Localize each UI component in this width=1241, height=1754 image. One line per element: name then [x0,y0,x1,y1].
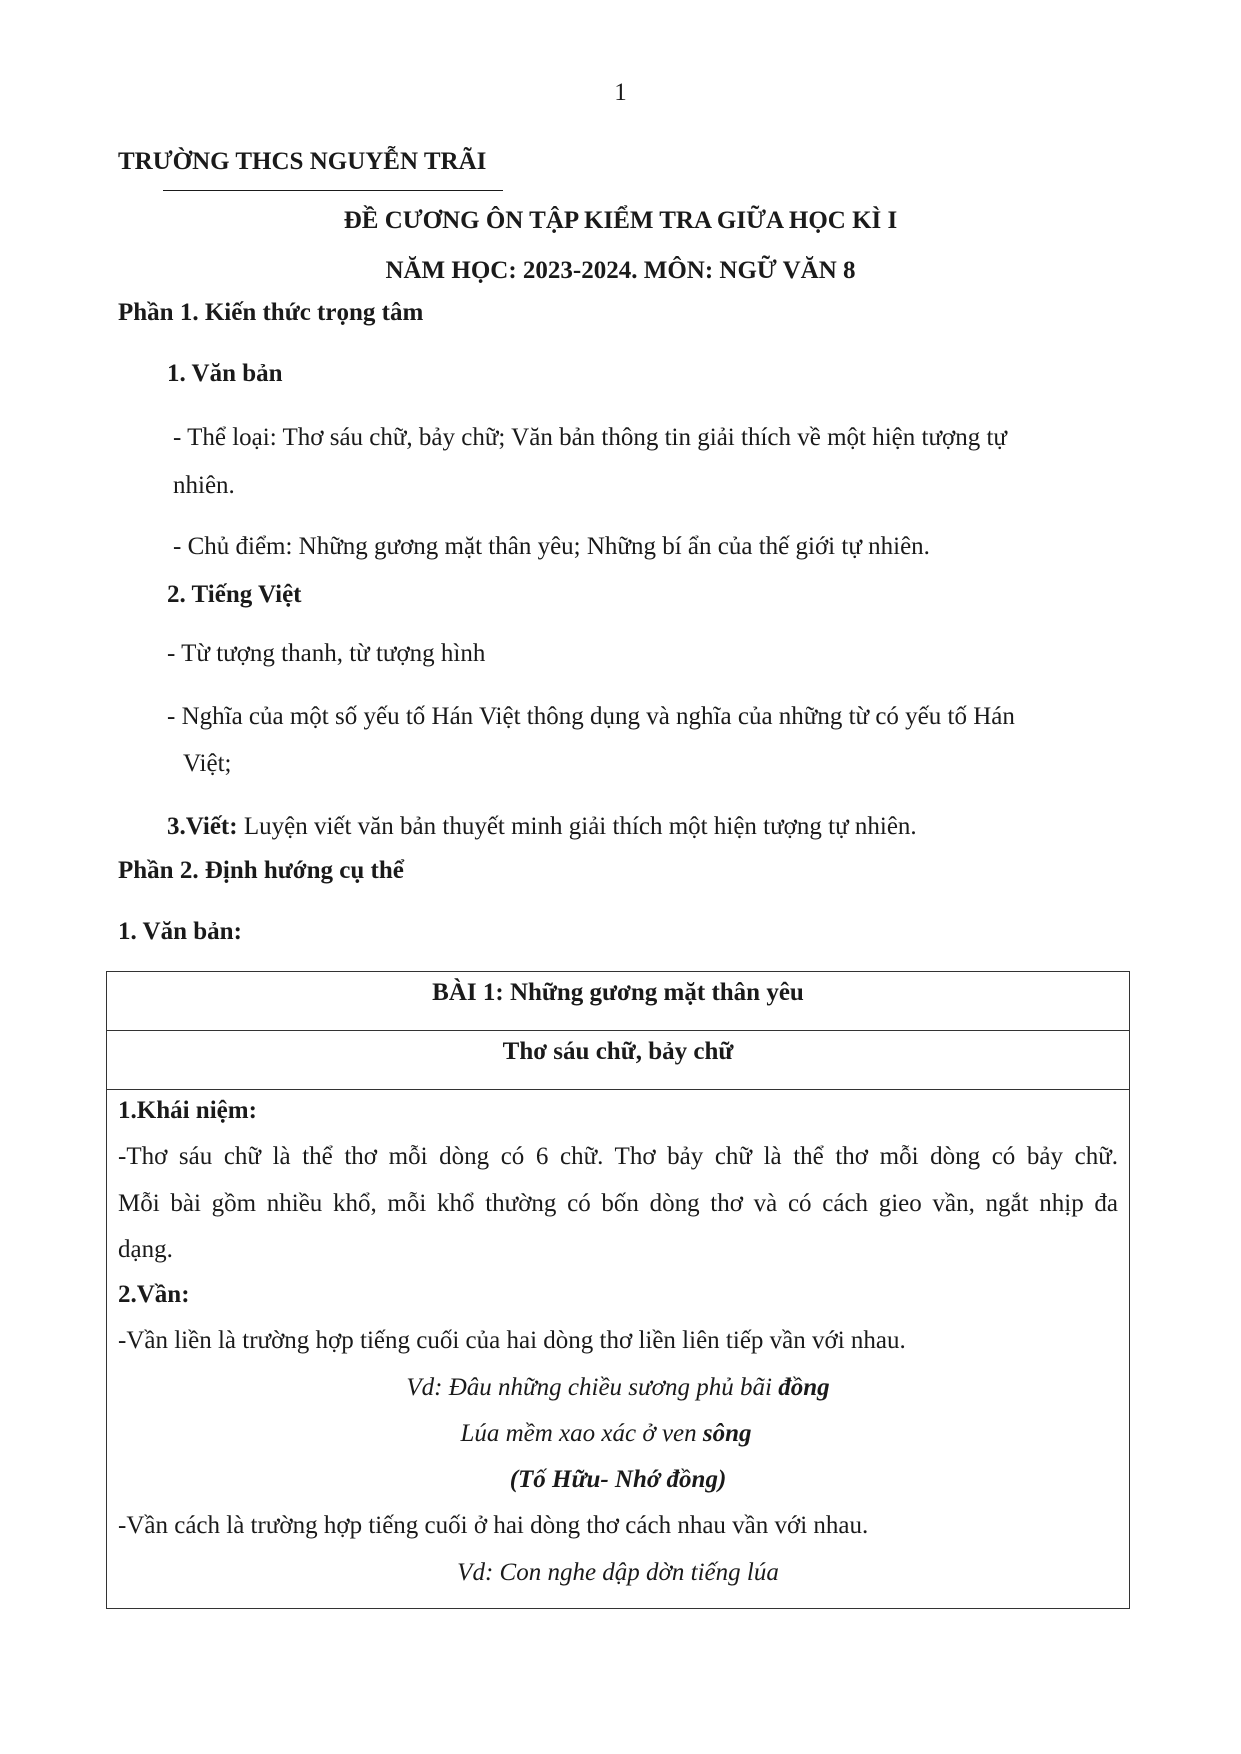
part2-heading: Phần 2. Định hướng cụ thể [118,857,404,884]
school-underline [163,190,503,191]
part1-section1-heading: 1. Văn bản [167,360,283,387]
rhyme-alternate: -Vần cách là trường hợp tiếng cuối ở hai dòng thơ cách nhau vần với nhau. [118,1512,869,1539]
theme-item: - Chủ điểm: Những gương mặt thân yêu; Những bí ẩn của thế giới tự nhiên. [173,533,930,560]
school-name: TRƯỜNG THCS NGUYỄN TRÃI [118,148,487,175]
example2-line1: Vd: Con nghe dập dờn tiếng lúa [457,1559,779,1586]
lesson-table [106,971,1130,1609]
example1-line2-rhyme: sông [702,1420,752,1447]
document-title: ĐỀ CƯƠNG ÔN TẬP KIỂM TRA GIỮA HỌC KÌ I [343,207,898,234]
genre-item-line2: nhiên. [173,472,235,499]
part1-section2-heading: 2. Tiếng Việt [167,581,302,608]
concept-heading: 1.Khái niệm: [118,1097,257,1124]
document-subtitle: NĂM HỌC: 2023-2024. MÔN: NGỮ VĂN 8 [385,257,856,284]
writing-label: 3.Viết: [167,813,238,840]
genre-title: Thơ sáu chữ, bảy chữ [502,1038,734,1065]
writing-text: Luyện viết văn bản thuyết minh giải thích một hiện tượng tự nhiên. [237,813,917,840]
onomatopoeia-item: - Từ tượng thanh, từ tượng hình [167,640,486,667]
example1-line2-text: Lúa mềm xao xác ở ven [460,1420,703,1447]
concept-line2: Mỗi bài gồm nhiều khổ, mỗi khổ thường có bốn dòng thơ và có cách gieo vần, ngắt nhịp đa [118,1190,1118,1217]
lesson-title: BÀI 1: Những gương mặt thân yêu [432,979,804,1006]
example1-line1 [107,1371,1129,1405]
example1-source: (Tố Hữu- Nhớ đồng) [509,1466,727,1493]
page-number: 1 [614,79,627,106]
example1-line1-rhyme: đồng [778,1374,830,1401]
table-divider [107,1030,1129,1031]
concept-line1: -Thơ sáu chữ là thể thơ mỗi dòng có 6 chữ. Thơ bảy chữ là thể thơ mỗi dòng có bảy chữ. [118,1143,1118,1170]
rhyme-heading: 2.Vần: [118,1281,190,1308]
part1-heading: Phần 1. Kiến thức trọng tâm [118,299,424,326]
writing-item [167,810,917,844]
rhyme-consecutive: -Vần liền là trường hợp tiếng cuối của hai dòng thơ liền liên tiếp vần với nhau. [118,1327,906,1354]
part2-section1-heading: 1. Văn bản: [118,918,242,945]
sino-vietnamese-item-line1: - Nghĩa của một số yếu tố Hán Việt thông dụng và nghĩa của những từ có yếu tố Hán [167,703,1015,730]
example1-line1-text: Vd: Đâu những chiều sương phủ bãi [406,1374,779,1401]
genre-item-line1: - Thể loại: Thơ sáu chữ, bảy chữ; Văn bản thông tin giải thích về một hiện tượng tự [173,424,1007,451]
concept-line3: dạng. [118,1236,173,1263]
table-divider [107,1089,1129,1090]
example1-line2 [95,1417,1117,1451]
sino-vietnamese-item-line2: Việt; [183,750,232,777]
